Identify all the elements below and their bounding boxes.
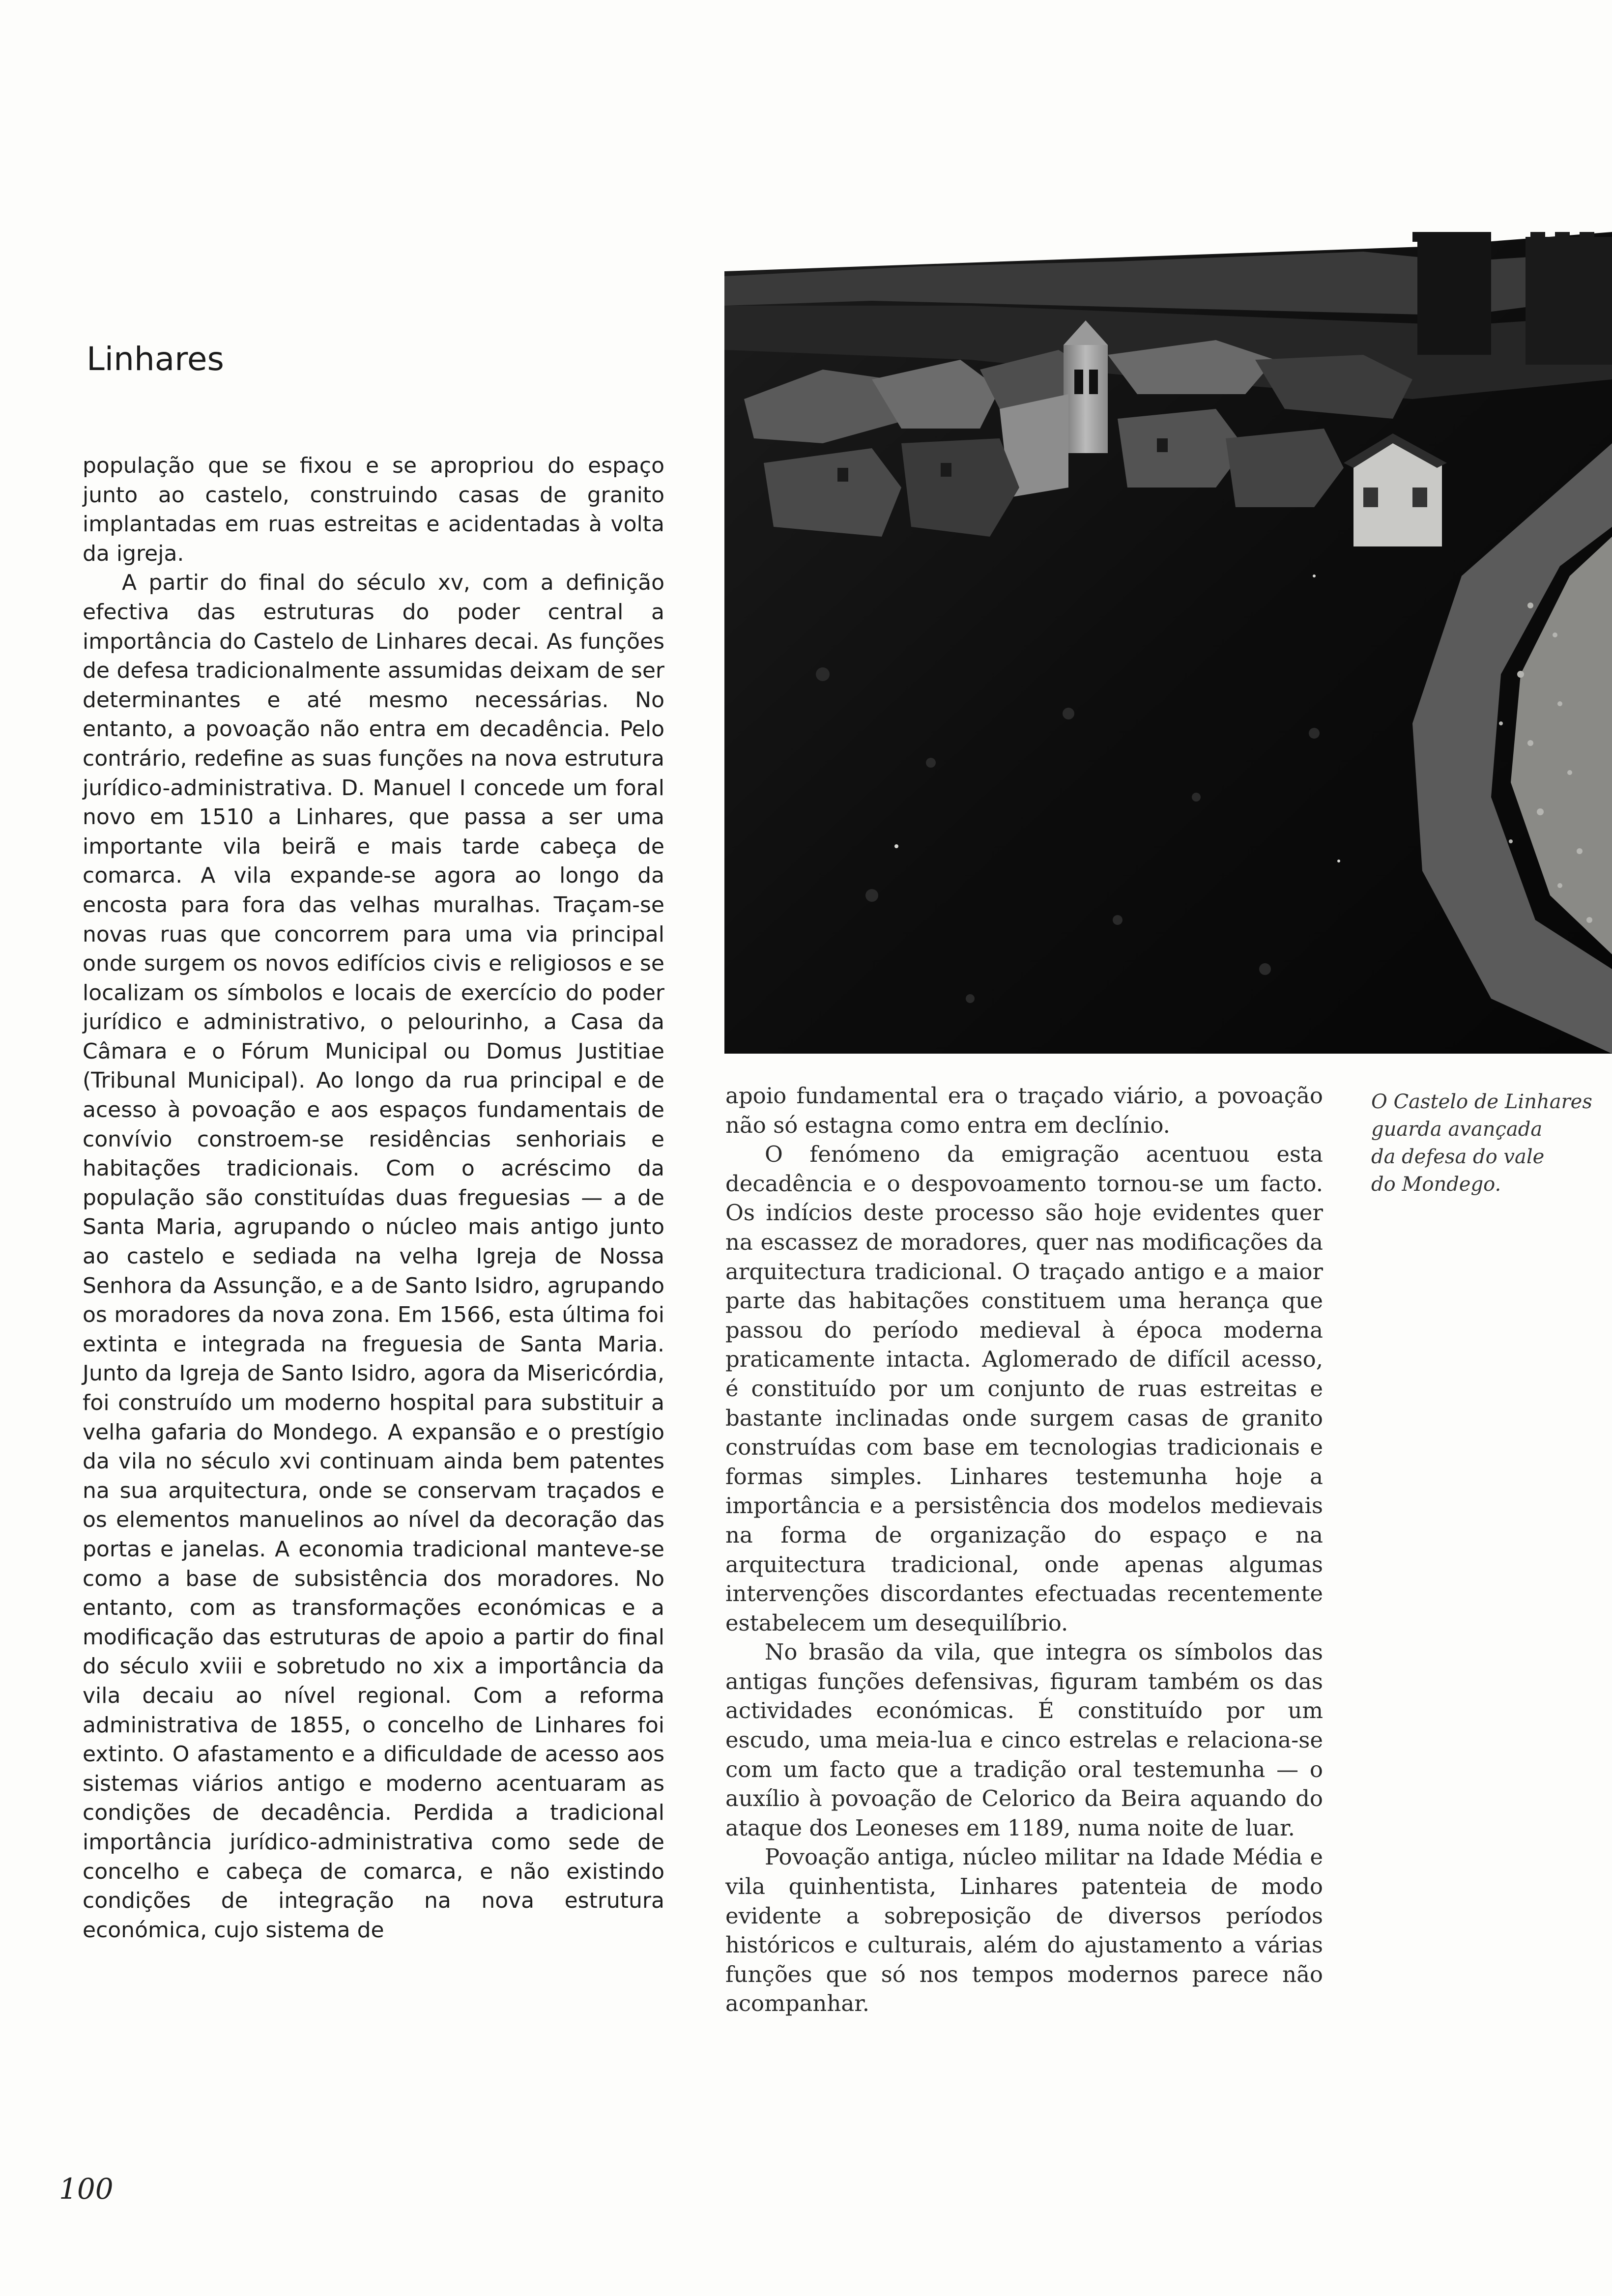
paragraph: Povoação antiga, núcleo militar na Idade Média e vila quinhentista, Linhares patenteia de modo evidente a sobreposição de diversos períodos históricos e culturais, além do ajustamento a várias funções que só nos tempos modernos parece não acompanhar. xyxy=(725,1844,1323,2017)
left-text-column xyxy=(83,451,664,1945)
right-text-column xyxy=(725,1081,1323,2018)
paragraph: população que se fixou e se apropriou do espaço junto ao castelo, construindo casas de granito implantadas em ruas estreitas e acidentadas à volta da igreja. xyxy=(83,453,664,566)
photo-caption: O Castelo de Linhares guarda avançada da defesa do vale do Mondego. xyxy=(1371,1091,1592,1196)
paragraph: A partir do final do século xv, com a definição efectiva das estruturas do poder central a importância do Castelo de Linhares decai. As funções de defesa tradicionalmente assumidas deixam de ser determinantes e até mesmo necessárias. No entanto, a povoação não entra em decadência. Pelo contrário, redefine as suas funções na nova estrutura jurídico-administrativa. D. Manuel I concede um foral novo em 1510 a Linhares, que passa a ser uma importante vila beirã e mais tarde cabeça de comarca. A vila expande-se agora ao longo da encosta para fora das velhas muralhas. Traçam-se novas ruas que concorrem para uma via principal onde surgem os novos edifícios civis e religiosos e se localizam os símbolos e locais de exercício do poder jurídico e administrativo, o pelourinho, a Casa da Câmara e o Fórum Municipal ou Domus Justitiae (Tribunal Municipal). Ao longo da rua principal e de acesso à povoação e aos espaços fundamentais de convívio constroem-se residências senhoriais e habitações tradicionais. Com o acréscimo da população são constituídas duas freguesias — a de Santa Maria, agrupando o núcleo mais antigo junto ao castelo e sediada na velha Igreja de Nossa Senhora da Assunção, e a de Santo Isidro, agrupando os moradores da nova zona. Em 1566, esta última foi extinta e integrada na freguesia de Santa Maria. Junto da Igreja de Santo Isidro, agora da Misericórdia, foi construído um moderno hospital para substituir a velha gafaria do Mondego. A expansão e o prestígio da vila no século xvi continuam ainda bem patentes na sua arquitectura, onde se conservam traçados e os elementos manuelinos ao nível da decoração das portas e janelas. A economia tradicional manteve-se como a base de subsistência dos moradores. No entanto, com as transformações económicas e a modificação das estruturas de apoio a partir do final do século xviii e sobretudo no xix a importância da vila decaiu ao nível regional. Com a reforma administrativa de 1855, o concelho de Linhares foi extinto. O afastamento e a dificuldade de acesso aos sistemas viários antigo e moderno acentuaram as condições de decadência. Perdida a tradicional importância jurídico-administrativa como sede de concelho e cabeça de comarca, e não existindo condições de integração na nova estrutura económica, cujo sistema de xyxy=(83,570,664,1943)
photo-image xyxy=(724,232,1612,1054)
paragraph: apoio fundamental era o traçado viário, a povoação não só estagna como entra em declínio. xyxy=(725,1083,1323,1138)
running-title: Linhares xyxy=(86,340,224,378)
paragraph: O fenómeno da emigração acentuou esta decadência e o despovoamento tornou-se um facto. Os indícios deste processo são hoje evidentes quer na escassez de moradores, quer nas modificações da arquitectura tradicional. O traçado antigo e a maior parte das habitações constituem uma herança que passou do período medieval à época moderna praticamente intacta. Aglomerado de difícil acesso, é constituído por um conjunto de ruas estreitas e bastante inclinadas onde surgem casas de granito construídas com base em tecnologias tradicionais e formas simples. Linhares testemunha hoje a importância e a persistência dos modelos medievais na forma de organização do espaço e na arquitectura tradicional, onde apenas algumas intervenções discordantes efectuadas recentemente estabelecem um desequilíbrio. xyxy=(725,1141,1323,1636)
page-number: 100 xyxy=(59,2172,114,2206)
castle-village-photo xyxy=(724,232,1612,1054)
paragraph: No brasão da vila, que integra os símbolos das antigas funções defensivas, figuram também os das actividades económicas. É constituído por um escudo, uma meia-lua e cinco estrelas e relaciona-se com um facto que a tradição oral testemunha — o auxílio à povoação de Celorico da Beira aquando do ataque dos Leoneses em 1189, numa noite de luar. xyxy=(725,1639,1323,1841)
